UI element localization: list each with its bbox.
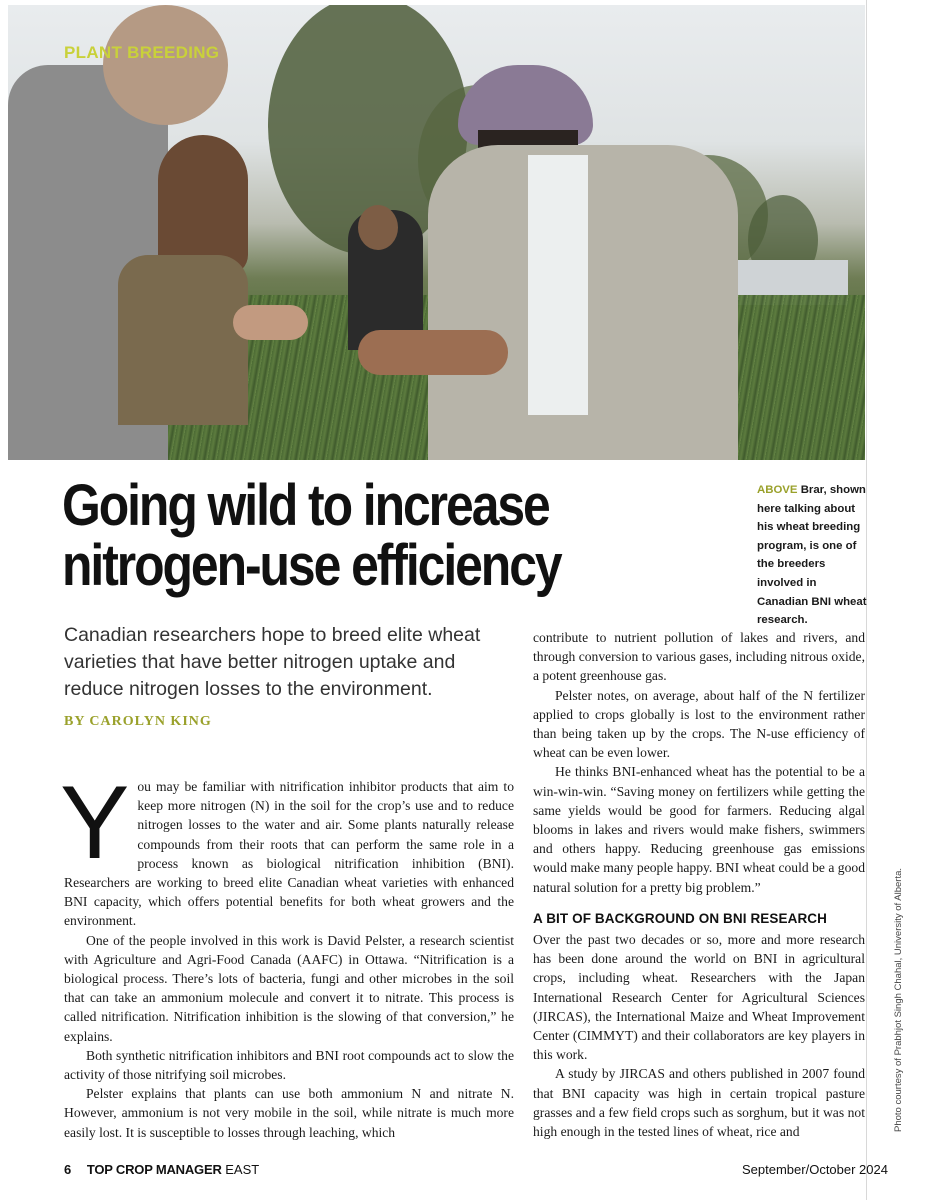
body-paragraph: Both synthetic nitrification inhibitors and BNI root compounds act to slow the activity of those nitrifying soil microbes. <box>64 1047 514 1083</box>
body-paragraph: Pelster notes, on average, about half of the N fertilizer applied to crops globally is lost to the environment rather than being taken up by the crops. The N-use efficiency of wheat can be even lower. <box>533 687 865 761</box>
body-column-right <box>533 628 865 1141</box>
body-paragraph: Pelster explains that plants can use both ammonium N and nitrate N. However, ammonium is not very mobile in the soil, while nitrate is much more easily lost. It is susceptible to losses through leaching, which <box>64 1086 514 1140</box>
caption-text: Brar, shown here talking about his wheat breeding program, is one of the breeders involved in Canadian BNI wheat research. <box>757 484 867 627</box>
body-paragraph: Over the past two decades or so, more and more research has been done around the world on BNI in agricultural crops, including wheat. Researchers with the Japan International Research Center for Agricultural Sciences (JIRCAS), the International Maize and Wheat Improvement Center (CIMMYT) and their collaborators are key players in this work. <box>533 932 865 1063</box>
page-number: 6 <box>64 1162 72 1177</box>
magazine-edition: EAST <box>225 1162 260 1177</box>
body-paragraph <box>60 765 514 931</box>
headline-line-1: Going wild to increase <box>62 473 549 538</box>
article-photo <box>8 5 865 460</box>
body-paragraph: One of the people involved in this work is David Pelster, a research scientist with Agriculture and Agri-Food Canada (AAFC) in Ottawa. “Nitrification is a biological process. There’s lots of bacteria, fungi and other microbes in the soil that can take an ammonium molecule and convert it to nitrate. This process is called nitrification. Nitrification inhibition is the slowing of that conversion,” he explains. <box>64 932 514 1044</box>
body-paragraph: contribute to nutrient pollution of lakes and rivers, and through conversion to various gases, including nitrous oxide, a potent greenhouse gas. <box>533 630 865 684</box>
body-paragraph: He thinks BNI-enhanced wheat has the potential to be a win-win-win. “Saving money on fertilizers while getting the same yields would be good for farmers. Reducing algal blooms in lakes and rivers would make fishers, swimmers and others happy. Reducing greenhouse gas emissions would make many people happy. BNI wheat could be a good natural solution for a pretty big problem.” <box>533 764 865 895</box>
photo-credit: Photo courtesy of Prabhjot Singh Chahal, University of Alberta. <box>893 867 904 1132</box>
magazine-name: TOP CROP MANAGER <box>86 1162 222 1177</box>
issue-date: September/October 2024 <box>742 1162 888 1177</box>
body-paragraph: A study by JIRCAS and others published in 2007 found that BNI capacity was high in certain tropical pasture grasses and a few field crops such as sorghum, but it was not high enough in the tested lines of wheat, rice and <box>533 1066 865 1140</box>
drop-cap: Y <box>60 765 130 881</box>
caption-lead: ABOVE <box>757 484 798 496</box>
headline <box>62 473 655 598</box>
body-column-left <box>60 765 514 1142</box>
subhead: A BIT OF BACKGROUND ON BNI RESEARCH <box>533 910 828 926</box>
section-label: PLANT BREEDING <box>64 43 220 62</box>
footer-left <box>64 1162 259 1177</box>
body-paragraph-text: ou may be familiar with nitrification inhibitor products that aim to keep more nitrogen (N) in the soil for the crop’s use and to reduce nitrogen losses to the water and air. Some plants naturally release compounds from their roots that can perform the same role in a process known as biological nitrification inhibition (BNI). Researchers are working to breed elite Canadian wheat varieties with enhanced BNI capacity, which offers potential benefits for both wheat growers and the environment. <box>64 779 514 929</box>
photo-caption <box>757 481 867 630</box>
headline-line-2: nitrogen-use efficiency <box>62 533 561 598</box>
byline: BY CAROLYN KING <box>64 714 212 729</box>
deck: Canadian researchers hope to breed elite wheat varieties that have better nitrogen uptake and reduce nitrogen losses to the environment. <box>64 624 481 700</box>
